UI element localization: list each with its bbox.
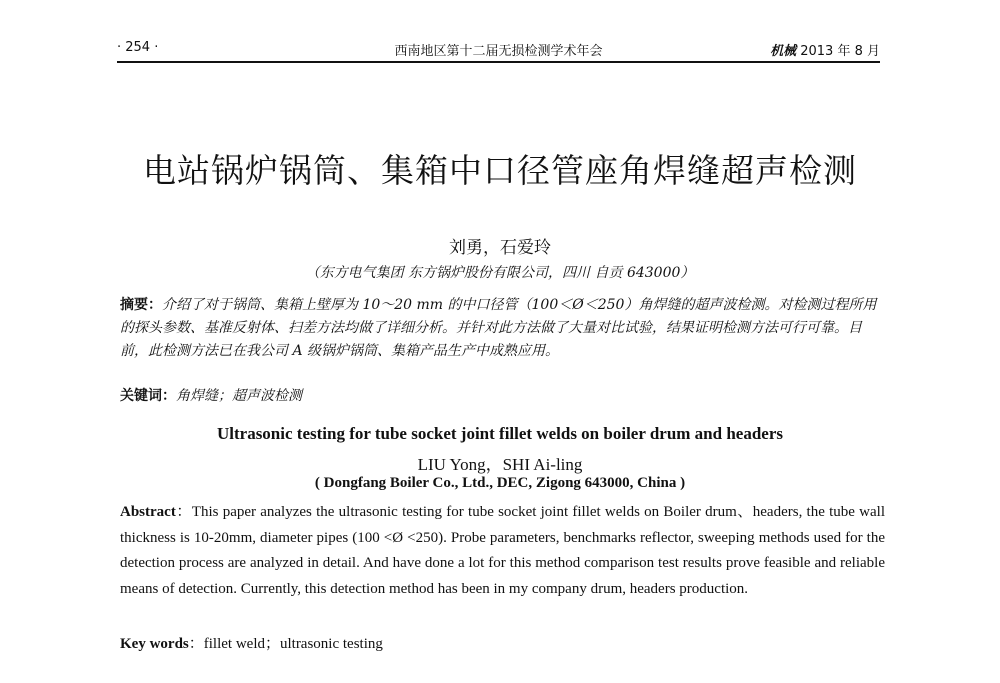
page-number: · 254 · xyxy=(117,40,159,55)
keywords-cn-label: 关键词： xyxy=(120,388,176,404)
header-rule xyxy=(117,61,880,63)
abstract-en xyxy=(120,500,885,602)
paper-title-en: Ultrasonic testing for tube socket joint fillet welds on boiler drum and headers xyxy=(216,424,784,443)
keywords-en xyxy=(120,632,885,657)
abstract-cn-text: 介绍了对于锅筒、集箱上壁厚为 10～20 mm 的中口径管（100＜Ø＜250）角焊缝的超声波检测。对检测过程所用的探头参数、基准反射体、扫差方法均做了详细分析。并针对此方法做了大量对比试验，结果证明检测方法可行可靠。目前，此检测方法已在我公司 A 级锅炉锅筒、集箱产品生产中成熟应用。 xyxy=(120,297,877,359)
abstract-cn-label: 摘要： xyxy=(120,297,162,313)
authors-en: LIU Yong，SHI Ai-ling xyxy=(417,455,583,474)
keywords-en-label: Key words xyxy=(120,636,189,652)
keywords-cn xyxy=(120,385,885,408)
keywords-en-text: ：fillet weld；ultrasonic testing xyxy=(188,636,383,652)
authors-cn: 刘勇，石爱玲 xyxy=(449,238,551,258)
abstract-en-label: Abstract xyxy=(120,504,176,520)
abstract-en-text: ：This paper analyzes the ultrasonic testing for tube socket joint fillet welds on Boiler drum、headers, the tube wall thickness is 10-20mm, diameter pipes (100 <Ø <250). Probe parameters, benchmarks reflector, sweeping methods used for the detection process are analyzed in detail. And have done a lot for this method comparison test results prove feasible and reliable means of detection. Currently, this detection method has been in my company drum, headers production. xyxy=(120,504,885,597)
abstract-cn xyxy=(120,294,885,363)
keywords-cn-text: 角焊缝；超声波检测 xyxy=(176,388,302,404)
issue-date: 2013 年 8 月 xyxy=(796,44,880,59)
journal-name: 机械 xyxy=(770,44,797,59)
conference-name: 西南地区第十二届无损检测学术年会 xyxy=(394,44,603,59)
affiliation-en: ( Dongfang Boiler Co., Ltd., DEC, Zigong 643000, China ) xyxy=(314,475,686,491)
page-header xyxy=(117,36,880,62)
journal-info xyxy=(770,40,880,59)
affiliation-cn: （东方电气集团 东方锅炉股份有限公司，四川 自贡 643000） xyxy=(305,265,695,281)
paper-title-cn: 电站锅炉锅筒、集箱中口径管座角焊缝超声检测 xyxy=(143,151,857,190)
